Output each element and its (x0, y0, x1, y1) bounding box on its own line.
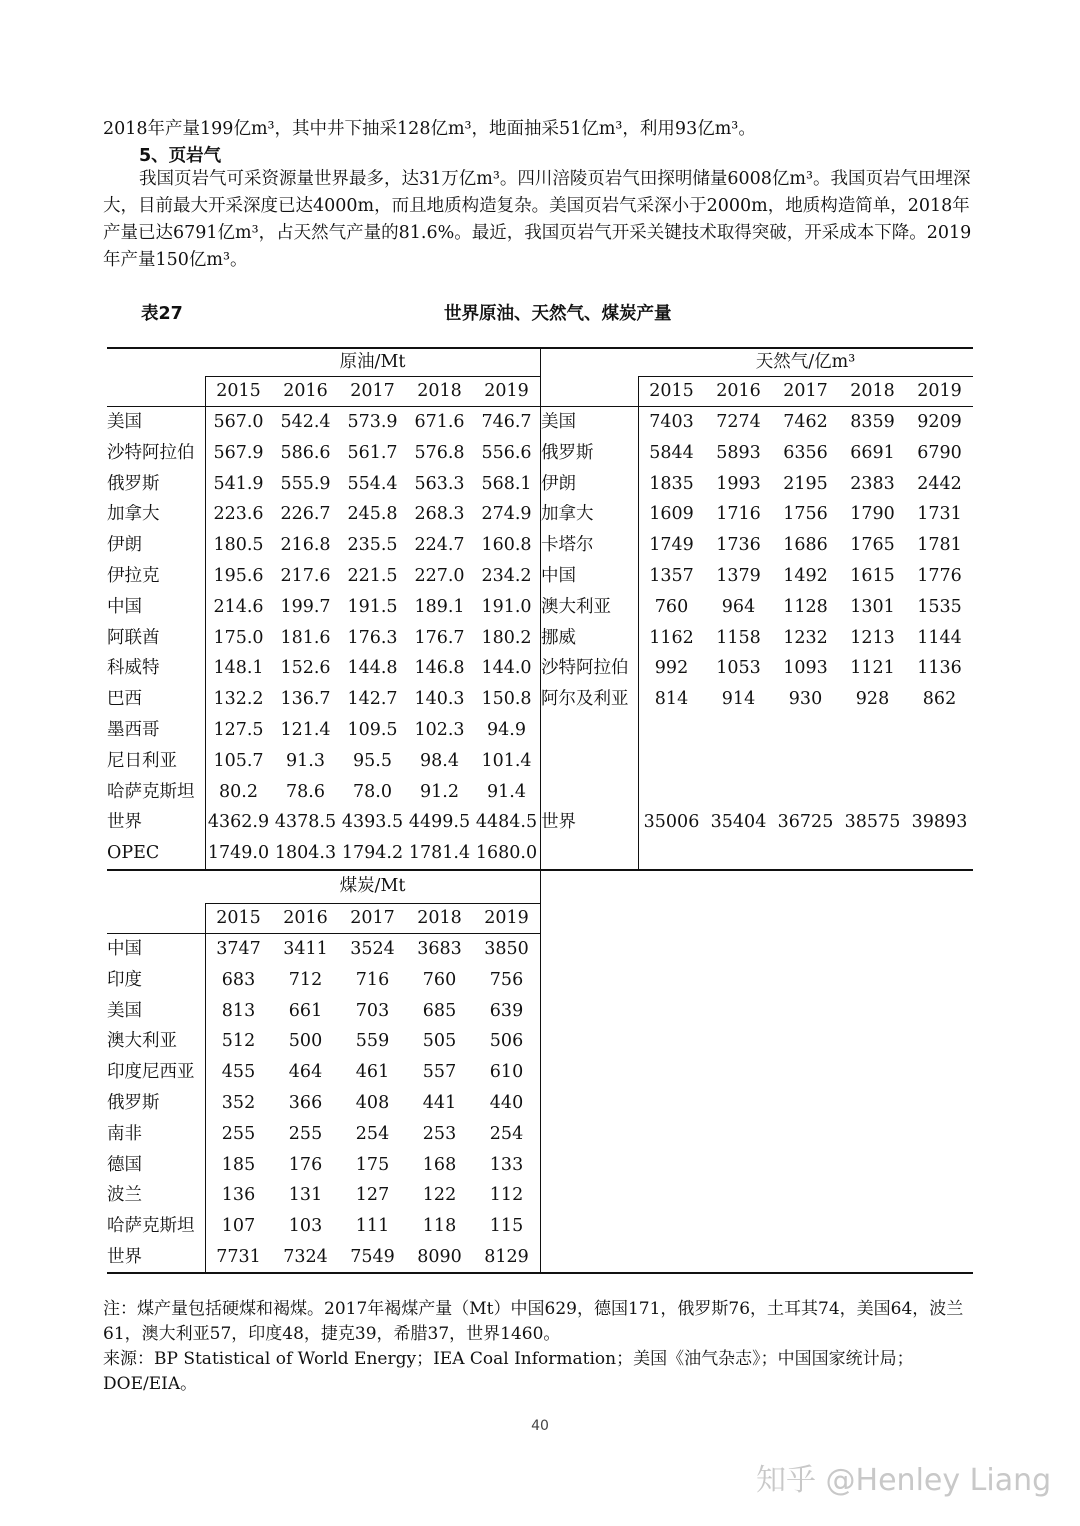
coal-value-cell: 168 (422, 1154, 457, 1175)
gas-value-cell: 1736 (716, 535, 761, 556)
coal-value-cell: 255 (221, 1123, 256, 1144)
coal-value-cell: 716 (355, 969, 390, 990)
oil-value-cell: 150.8 (481, 689, 532, 710)
oil-value-cell: 78.0 (353, 781, 392, 802)
coal-value-cell: 441 (422, 1093, 457, 1113)
gas-value-cell: 1162 (649, 627, 694, 648)
gas-country-name: 沙特阿拉伯 (541, 658, 629, 679)
coal-group-rule (205, 903, 540, 904)
gas-country-name: 澳大利亚 (541, 596, 611, 617)
oil-value-cell: 180.5 (213, 535, 264, 556)
oil-value-cell: 563.3 (414, 473, 465, 494)
oil-value-cell: 121.4 (280, 720, 331, 740)
gas-value-cell: 1492 (783, 566, 828, 586)
gas-value-cell: 2442 (917, 473, 962, 494)
oil-value-cell: 224.7 (414, 535, 465, 556)
gas-value-cell: 1756 (783, 504, 828, 525)
gas-value-cell: 1609 (649, 504, 694, 525)
gas-value-cell: 1093 (783, 658, 828, 679)
oil-value-cell: 541.9 (213, 473, 264, 494)
coal-value-cell: 3747 (216, 939, 261, 959)
oil-value-cell: 216.8 (280, 535, 331, 556)
oil-year-header: 2017 (350, 381, 395, 401)
oil-value-cell: 555.9 (280, 473, 331, 494)
gas-value-cell: 6691 (850, 442, 895, 463)
gas-name-divider (638, 376, 639, 869)
oil-country-name: 墨西哥 (107, 720, 160, 740)
gas-value-cell: 1232 (783, 627, 828, 648)
coal-value-cell: 661 (288, 1000, 323, 1021)
oil-value-cell: 146.8 (414, 658, 465, 679)
coal-value-cell: 408 (355, 1093, 390, 1113)
gas-value-cell: 1716 (716, 504, 761, 525)
oil-country-name: 中国 (107, 596, 142, 617)
gas-value-cell: 6356 (783, 442, 828, 463)
table-note: 注：煤产量包括硬煤和褐煤。2017年褐煤产量（Mt）中国629，德国171，俄罗斯76，土耳其74，美国64，波兰61，澳大利亚57，印度48，捷克39，希腊37，世界1460。 (103, 1299, 964, 1344)
oil-group-header: 原油/Mt (339, 352, 406, 372)
oil-name-divider (205, 376, 206, 869)
oil-value-cell: 191.0 (481, 596, 532, 617)
coal-value-cell: 3411 (283, 939, 328, 959)
coal-value-cell: 8129 (484, 1247, 529, 1267)
oil-value-cell: 176.3 (347, 627, 398, 648)
coal-value-cell: 3683 (417, 939, 462, 959)
oil-value-cell: 4484.5 (475, 812, 538, 833)
oil-value-cell: 217.6 (280, 566, 331, 586)
coal-value-cell: 107 (221, 1216, 256, 1237)
coal-value-cell: 253 (422, 1123, 457, 1144)
gas-year-header: 2019 (917, 381, 962, 401)
coal-value-cell: 506 (489, 1031, 524, 1052)
gas-value-cell: 964 (721, 596, 756, 617)
table-label: 表27 (141, 304, 183, 324)
oil-value-cell: 94.9 (487, 720, 526, 740)
oil-value-cell: 235.5 (347, 535, 398, 556)
section-divider (540, 347, 541, 869)
oil-value-cell: 136.7 (280, 689, 331, 710)
gas-country-name: 中国 (541, 566, 576, 586)
coal-value-cell: 112 (489, 1185, 524, 1206)
oil-value-cell: 189.1 (414, 596, 465, 617)
coal-value-cell: 557 (422, 1062, 457, 1083)
gas-year-header: 2015 (649, 381, 694, 401)
oil-group-rule (205, 376, 540, 377)
gas-group-header: 天然气/亿m³ (755, 352, 856, 372)
gas-country-name: 伊朗 (541, 473, 576, 494)
oil-value-cell: 1781.4 (408, 843, 471, 864)
oil-value-cell: 221.5 (347, 566, 398, 586)
coal-group-header: 煤炭/Mt (339, 876, 406, 896)
coal-value-cell: 440 (489, 1093, 524, 1113)
oil-value-cell: 148.1 (213, 658, 264, 679)
gas-country-name: 阿尔及利亚 (541, 689, 629, 710)
intro-line: 2018年产量199亿m³，其中井下抽采128亿m³，地面抽采51亿m³，利用93亿m³。 (103, 119, 756, 139)
coal-value-cell: 131 (288, 1185, 323, 1206)
oil-value-cell: 160.8 (481, 535, 532, 556)
oil-value-cell: 140.3 (414, 689, 465, 710)
gas-year-header: 2017 (783, 381, 828, 401)
coal-year-header: 2018 (417, 908, 462, 928)
oil-country-name: 世界 (107, 812, 142, 833)
gas-value-cell: 39893 (911, 812, 968, 833)
coal-value-cell: 712 (288, 969, 323, 990)
oil-value-cell: 586.6 (280, 442, 331, 463)
gas-value-cell: 1136 (917, 658, 962, 679)
oil-country-name: 伊朗 (107, 535, 142, 556)
gas-value-cell: 9209 (917, 412, 962, 432)
gas-value-cell: 35006 (643, 812, 700, 833)
section-paragraph: 我国页岩气可采资源量世界最多，达31万亿m³。四川涪陵页岩气田探明储量6008亿m³。我国页岩气田埋深大，目前最大开采深度已达4000m，而且地质构造复杂。美国页岩气采深小于2000m，地质构造简单，2018年产量已达6791亿m³，占天然气产量的81.6%。最近，我国页岩气开采关键技术取得突破，开采成本下降。2019年产量150亿m³。 (103, 169, 972, 270)
watermark: 知乎 @Henley Liang (756, 1463, 1052, 1498)
gas-value-cell: 1615 (850, 566, 895, 586)
oil-country-name: 阿联酋 (107, 627, 160, 648)
coal-value-cell: 118 (422, 1216, 457, 1237)
oil-value-cell: 195.6 (213, 566, 264, 586)
gas-value-cell: 1535 (917, 596, 962, 617)
gas-value-cell: 930 (788, 689, 823, 710)
coal-country-name: 波兰 (107, 1185, 142, 1206)
gas-value-cell: 1731 (917, 504, 962, 525)
oil-year-header: 2019 (484, 381, 529, 401)
gas-value-cell: 38575 (844, 812, 901, 833)
oil-value-cell: 542.4 (280, 412, 331, 432)
gas-value-cell: 36725 (777, 812, 834, 833)
oil-value-cell: 91.4 (487, 781, 526, 802)
oil-country-name: 巴西 (107, 689, 142, 710)
coal-value-cell: 352 (221, 1093, 256, 1113)
coal-value-cell: 512 (221, 1031, 256, 1052)
oil-country-name: 俄罗斯 (107, 473, 160, 494)
oil-value-cell: 105.7 (213, 750, 264, 771)
oil-value-cell: 98.4 (420, 750, 459, 771)
coal-value-cell: 559 (355, 1031, 390, 1052)
gas-value-cell: 2195 (783, 473, 828, 494)
oil-country-name: 科威特 (107, 658, 160, 679)
gas-value-cell: 914 (721, 689, 756, 710)
coal-value-cell: 3850 (484, 939, 529, 959)
oil-value-cell: 1749.0 (207, 843, 270, 864)
gas-value-cell: 1781 (917, 535, 962, 556)
gas-value-cell: 1121 (850, 658, 895, 679)
coal-country-name: 哈萨克斯坦 (107, 1216, 195, 1237)
oil-country-name: 沙特阿拉伯 (107, 442, 195, 463)
gas-value-cell: 992 (654, 658, 689, 679)
oil-value-cell: 109.5 (347, 720, 398, 740)
oil-value-cell: 95.5 (353, 750, 392, 771)
coal-value-cell: 756 (489, 969, 524, 990)
oil-value-cell: 4378.5 (274, 812, 337, 833)
gas-value-cell: 1301 (850, 596, 895, 617)
oil-value-cell: 554.4 (347, 473, 398, 494)
coal-country-name: 南非 (107, 1123, 142, 1144)
gas-value-cell: 6790 (917, 442, 962, 463)
oil-value-cell: 144.0 (481, 658, 532, 679)
coal-year-header: 2019 (484, 908, 529, 928)
gas-value-cell: 1053 (716, 658, 761, 679)
coal-value-cell: 813 (221, 1000, 256, 1021)
oil-value-cell: 245.8 (347, 504, 398, 525)
coal-year-header: 2015 (216, 908, 261, 928)
coal-value-cell: 455 (221, 1062, 256, 1083)
oil-value-cell: 4393.5 (341, 812, 404, 833)
gas-value-cell: 5893 (716, 442, 761, 463)
coal-country-name: 世界 (107, 1247, 142, 1267)
oil-value-cell: 199.7 (280, 596, 331, 617)
oil-value-cell: 4499.5 (408, 812, 471, 833)
gas-group-rule (638, 376, 973, 377)
gas-value-cell: 1686 (783, 535, 828, 556)
gas-value-cell: 5844 (649, 442, 694, 463)
oil-year-header: 2016 (283, 381, 328, 401)
gas-value-cell: 1144 (917, 627, 962, 648)
oil-year-header: 2015 (216, 381, 261, 401)
oil-value-cell: 132.2 (213, 689, 264, 710)
oil-value-cell: 274.9 (481, 504, 532, 525)
coal-year-rule (107, 933, 540, 934)
coal-value-cell: 8090 (417, 1247, 462, 1267)
gas-value-cell: 1790 (850, 504, 895, 525)
coal-value-cell: 3524 (350, 939, 395, 959)
gas-value-cell: 1379 (716, 566, 761, 586)
coal-name-divider (205, 903, 206, 1272)
coal-value-cell: 683 (221, 969, 256, 990)
oil-year-header: 2018 (417, 381, 462, 401)
gas-value-cell: 1993 (716, 473, 761, 494)
oil-value-cell: 568.1 (481, 473, 532, 494)
coal-value-cell: 464 (288, 1062, 323, 1083)
coal-value-cell: 366 (288, 1093, 323, 1113)
oil-value-cell: 102.3 (414, 720, 465, 740)
oil-country-name: 尼日利亚 (107, 750, 177, 771)
coal-year-header: 2016 (283, 908, 328, 928)
coal-value-cell: 7731 (216, 1247, 261, 1267)
gas-value-cell: 1765 (850, 535, 895, 556)
gas-value-cell: 7462 (783, 412, 828, 432)
gas-country-name: 挪威 (541, 627, 576, 648)
oil-value-cell: 746.7 (481, 412, 532, 432)
coal-value-cell: 133 (489, 1154, 524, 1175)
gas-country-name: 美国 (541, 412, 576, 432)
table-bottom-rule (107, 1272, 973, 1274)
oil-country-name: 伊拉克 (107, 566, 160, 586)
oil-value-cell: 175.0 (213, 627, 264, 648)
coal-value-cell: 136 (221, 1185, 256, 1206)
gas-country-name: 世界 (541, 812, 576, 833)
oil-value-cell: 80.2 (219, 781, 258, 802)
coal-value-cell: 127 (355, 1185, 390, 1206)
coal-country-name: 印度尼西亚 (107, 1062, 195, 1083)
oil-value-cell: 4362.9 (207, 812, 270, 833)
oil-value-cell: 226.7 (280, 504, 331, 525)
gas-value-cell: 7403 (649, 412, 694, 432)
oil-value-cell: 223.6 (213, 504, 264, 525)
coal-value-cell: 639 (489, 1000, 524, 1021)
coal-value-cell: 175 (355, 1154, 390, 1175)
gas-value-cell: 1158 (716, 627, 761, 648)
coal-value-cell: 685 (422, 1000, 457, 1021)
gas-value-cell: 862 (922, 689, 957, 710)
table-title: 世界原油、天然气、煤炭产量 (444, 304, 672, 324)
coal-country-name: 俄罗斯 (107, 1093, 160, 1113)
oil-value-cell: 567.0 (213, 412, 264, 432)
gas-value-cell: 1128 (783, 596, 828, 617)
oil-value-cell: 556.6 (481, 442, 532, 463)
coal-year-header: 2017 (350, 908, 395, 928)
oil-value-cell: 127.5 (213, 720, 264, 740)
oil-value-cell: 142.7 (347, 689, 398, 710)
oil-country-name: 加拿大 (107, 504, 160, 525)
gas-country-name: 卡塔尔 (541, 535, 594, 556)
coal-value-cell: 185 (221, 1154, 256, 1175)
coal-value-cell: 7549 (350, 1247, 395, 1267)
gas-value-cell: 1749 (649, 535, 694, 556)
page-number: 40 (531, 1418, 549, 1434)
oil-value-cell: 214.6 (213, 596, 264, 617)
oil-value-cell: 176.7 (414, 627, 465, 648)
gas-country-name: 俄罗斯 (541, 442, 594, 463)
coal-value-cell: 254 (355, 1123, 390, 1144)
oil-value-cell: 576.8 (414, 442, 465, 463)
coal-value-cell: 500 (288, 1031, 323, 1052)
oil-value-cell: 1680.0 (475, 843, 538, 864)
gas-value-cell: 8359 (850, 412, 895, 432)
gas-value-cell: 1357 (649, 566, 694, 586)
gas-value-cell: 928 (855, 689, 890, 710)
gas-value-cell: 1776 (917, 566, 962, 586)
coal-value-cell: 703 (355, 1000, 390, 1021)
gas-value-cell: 814 (654, 689, 689, 710)
coal-value-cell: 176 (288, 1154, 323, 1175)
gas-year-header: 2018 (850, 381, 895, 401)
oil-value-cell: 573.9 (347, 412, 398, 432)
coal-value-cell: 255 (288, 1123, 323, 1144)
gas-value-cell: 760 (654, 596, 689, 617)
coal-country-name: 中国 (107, 939, 142, 959)
coal-country-name: 德国 (107, 1154, 142, 1175)
coal-value-cell: 610 (489, 1062, 524, 1083)
coal-country-name: 印度 (107, 969, 142, 990)
oil-value-cell: 234.2 (481, 566, 532, 586)
oil-value-cell: 561.7 (347, 442, 398, 463)
oil-value-cell: 1804.3 (274, 843, 337, 864)
oil-value-cell: 180.2 (481, 627, 532, 648)
gas-country-name: 加拿大 (541, 504, 594, 525)
coal-value-cell: 115 (489, 1216, 524, 1237)
oil-value-cell: 567.9 (213, 442, 264, 463)
gas-value-cell: 1835 (649, 473, 694, 494)
oil-country-name: 哈萨克斯坦 (107, 781, 195, 802)
oil-value-cell: 671.6 (414, 412, 465, 432)
oil-country-name: OPEC (107, 843, 160, 864)
section-heading: 5、页岩气 (139, 146, 222, 166)
coal-value-cell: 122 (422, 1185, 457, 1206)
coal-value-cell: 505 (422, 1031, 457, 1052)
oil-value-cell: 1794.2 (341, 843, 404, 864)
oil-value-cell: 191.5 (347, 596, 398, 617)
oil-value-cell: 268.3 (414, 504, 465, 525)
gas-value-cell: 1213 (850, 627, 895, 648)
oil-value-cell: 91.2 (420, 781, 459, 802)
gas-year-header: 2016 (716, 381, 761, 401)
coal-value-cell: 7324 (283, 1247, 328, 1267)
gas-value-cell: 35404 (710, 812, 767, 833)
gas-value-cell: 7274 (716, 412, 761, 432)
oil-country-name: 美国 (107, 412, 142, 432)
gas-value-cell: 2383 (850, 473, 895, 494)
coal-value-cell: 254 (489, 1123, 524, 1144)
oil-value-cell: 227.0 (414, 566, 465, 586)
oil-value-cell: 101.4 (481, 750, 532, 771)
coal-value-cell: 760 (422, 969, 457, 990)
coal-value-cell: 103 (288, 1216, 323, 1237)
oil-value-cell: 144.8 (347, 658, 398, 679)
oil-value-cell: 181.6 (280, 627, 331, 648)
table-source: 来源：BP Statistical of World Energy；IEA Coal Information；美国《油气杂志》；中国国家统计局；DOE/EIA。 (103, 1349, 914, 1394)
coal-value-cell: 111 (355, 1216, 390, 1237)
oil-value-cell: 91.3 (286, 750, 325, 771)
coal-country-name: 澳大利亚 (107, 1031, 177, 1052)
oil-value-cell: 152.6 (280, 658, 331, 679)
coal-value-cell: 461 (355, 1062, 390, 1083)
oil-value-cell: 78.6 (286, 781, 325, 802)
coal-right-divider (540, 869, 541, 1272)
coal-country-name: 美国 (107, 1000, 142, 1021)
